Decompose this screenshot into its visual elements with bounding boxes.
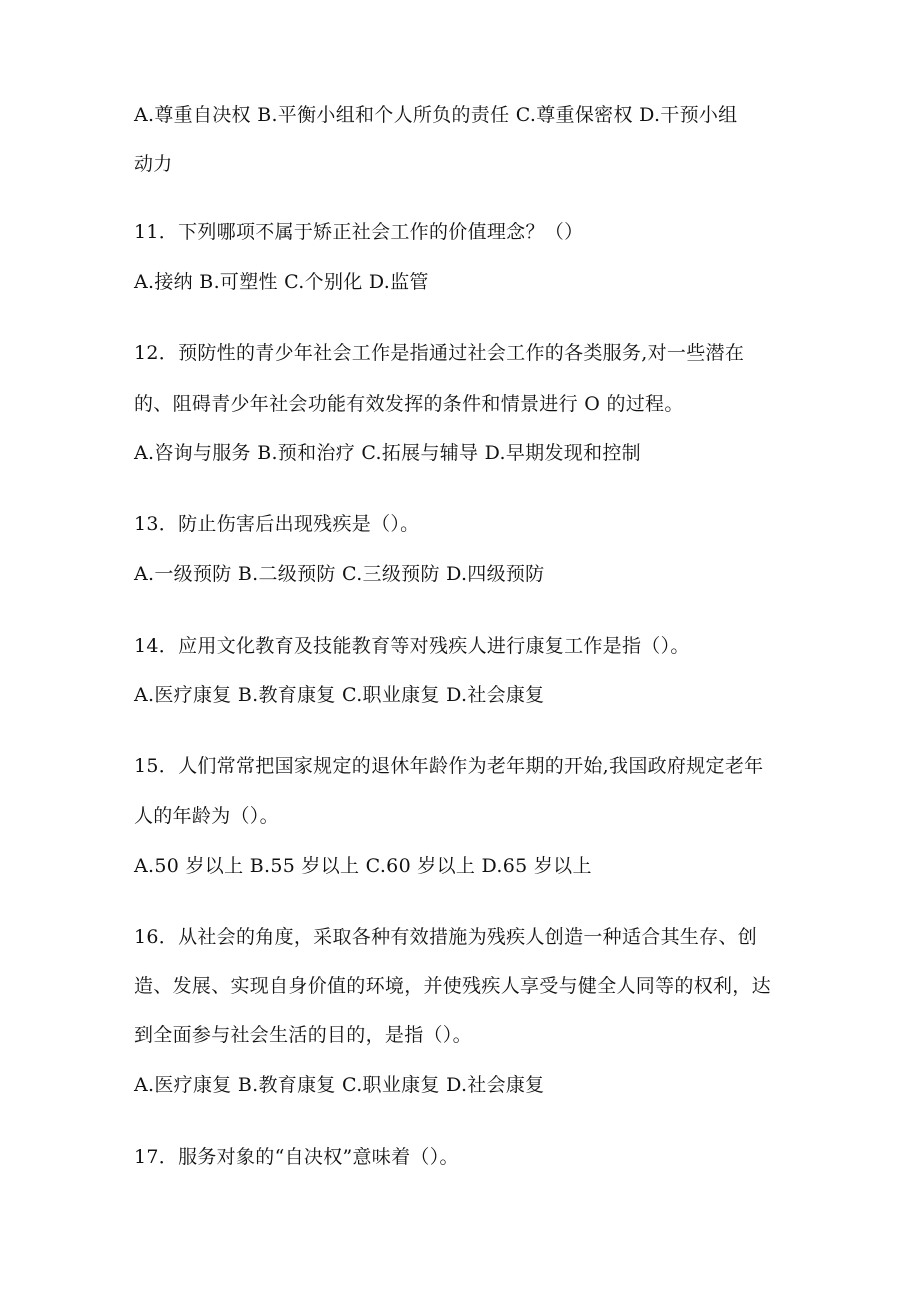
q15-options: A.50 岁以上 B.55 岁以上 C.60 岁以上 D.65 岁以上	[134, 855, 592, 877]
q13-options: A.一级预防 B.二级预防 C.三级预防 D.四级预防	[134, 563, 545, 585]
q12-options: A.咨询与服务 B.预和治疗 C.拓展与辅导 D.早期发现和控制	[134, 442, 641, 464]
q16-question-line-3: 到全面参与社会生活的目的，是指（）。	[134, 1024, 472, 1046]
q14-question: 14．应用文化教育及技能教育等对残疾人进行康复工作是指（）。	[134, 635, 690, 657]
q10-options-line-2: 动力	[134, 153, 173, 175]
q15-question-line-2: 人的年龄为（）。	[134, 805, 279, 827]
q17-question: 17．服务对象的“自决权”意味着（）。	[134, 1146, 459, 1168]
q16-question-line-1: 16．从社会的角度，采取各种有效措施为残疾人创造一种适合其生存、创	[134, 926, 758, 948]
q11-options: A.接纳 B.可塑性 C.个别化 D.监管	[134, 271, 429, 293]
q12-question-line-2: 的、阻碍青少年社会功能有效发挥的条件和情景进行 O 的过程。	[134, 393, 684, 415]
q15-question-line-1: 15．人们常常把国家规定的退休年龄作为老年期的开始,我国政府规定老年	[134, 755, 764, 777]
q10-options-line-1: A.尊重自决权 B.平衡小组和个人所负的责任 C.尊重保密权 D.干预小组	[134, 104, 738, 126]
q12-question-line-1: 12．预防性的青少年社会工作是指通过社会工作的各类服务,对一些潜在	[134, 342, 745, 364]
q13-question: 13．防止伤害后出现残疾是（）。	[134, 513, 420, 535]
q16-options: A.医疗康复 B.教育康复 C.职业康复 D.社会康复	[134, 1074, 545, 1096]
q11-question: 11．下列哪项不属于矫正社会工作的价值理念？（）	[134, 221, 584, 243]
q14-options: A.医疗康复 B.教育康复 C.职业康复 D.社会康复	[134, 684, 545, 706]
q16-question-line-2: 造、发展、实现自身价值的环境，并使残疾人享受与健全人同等的权利，达	[134, 975, 771, 997]
